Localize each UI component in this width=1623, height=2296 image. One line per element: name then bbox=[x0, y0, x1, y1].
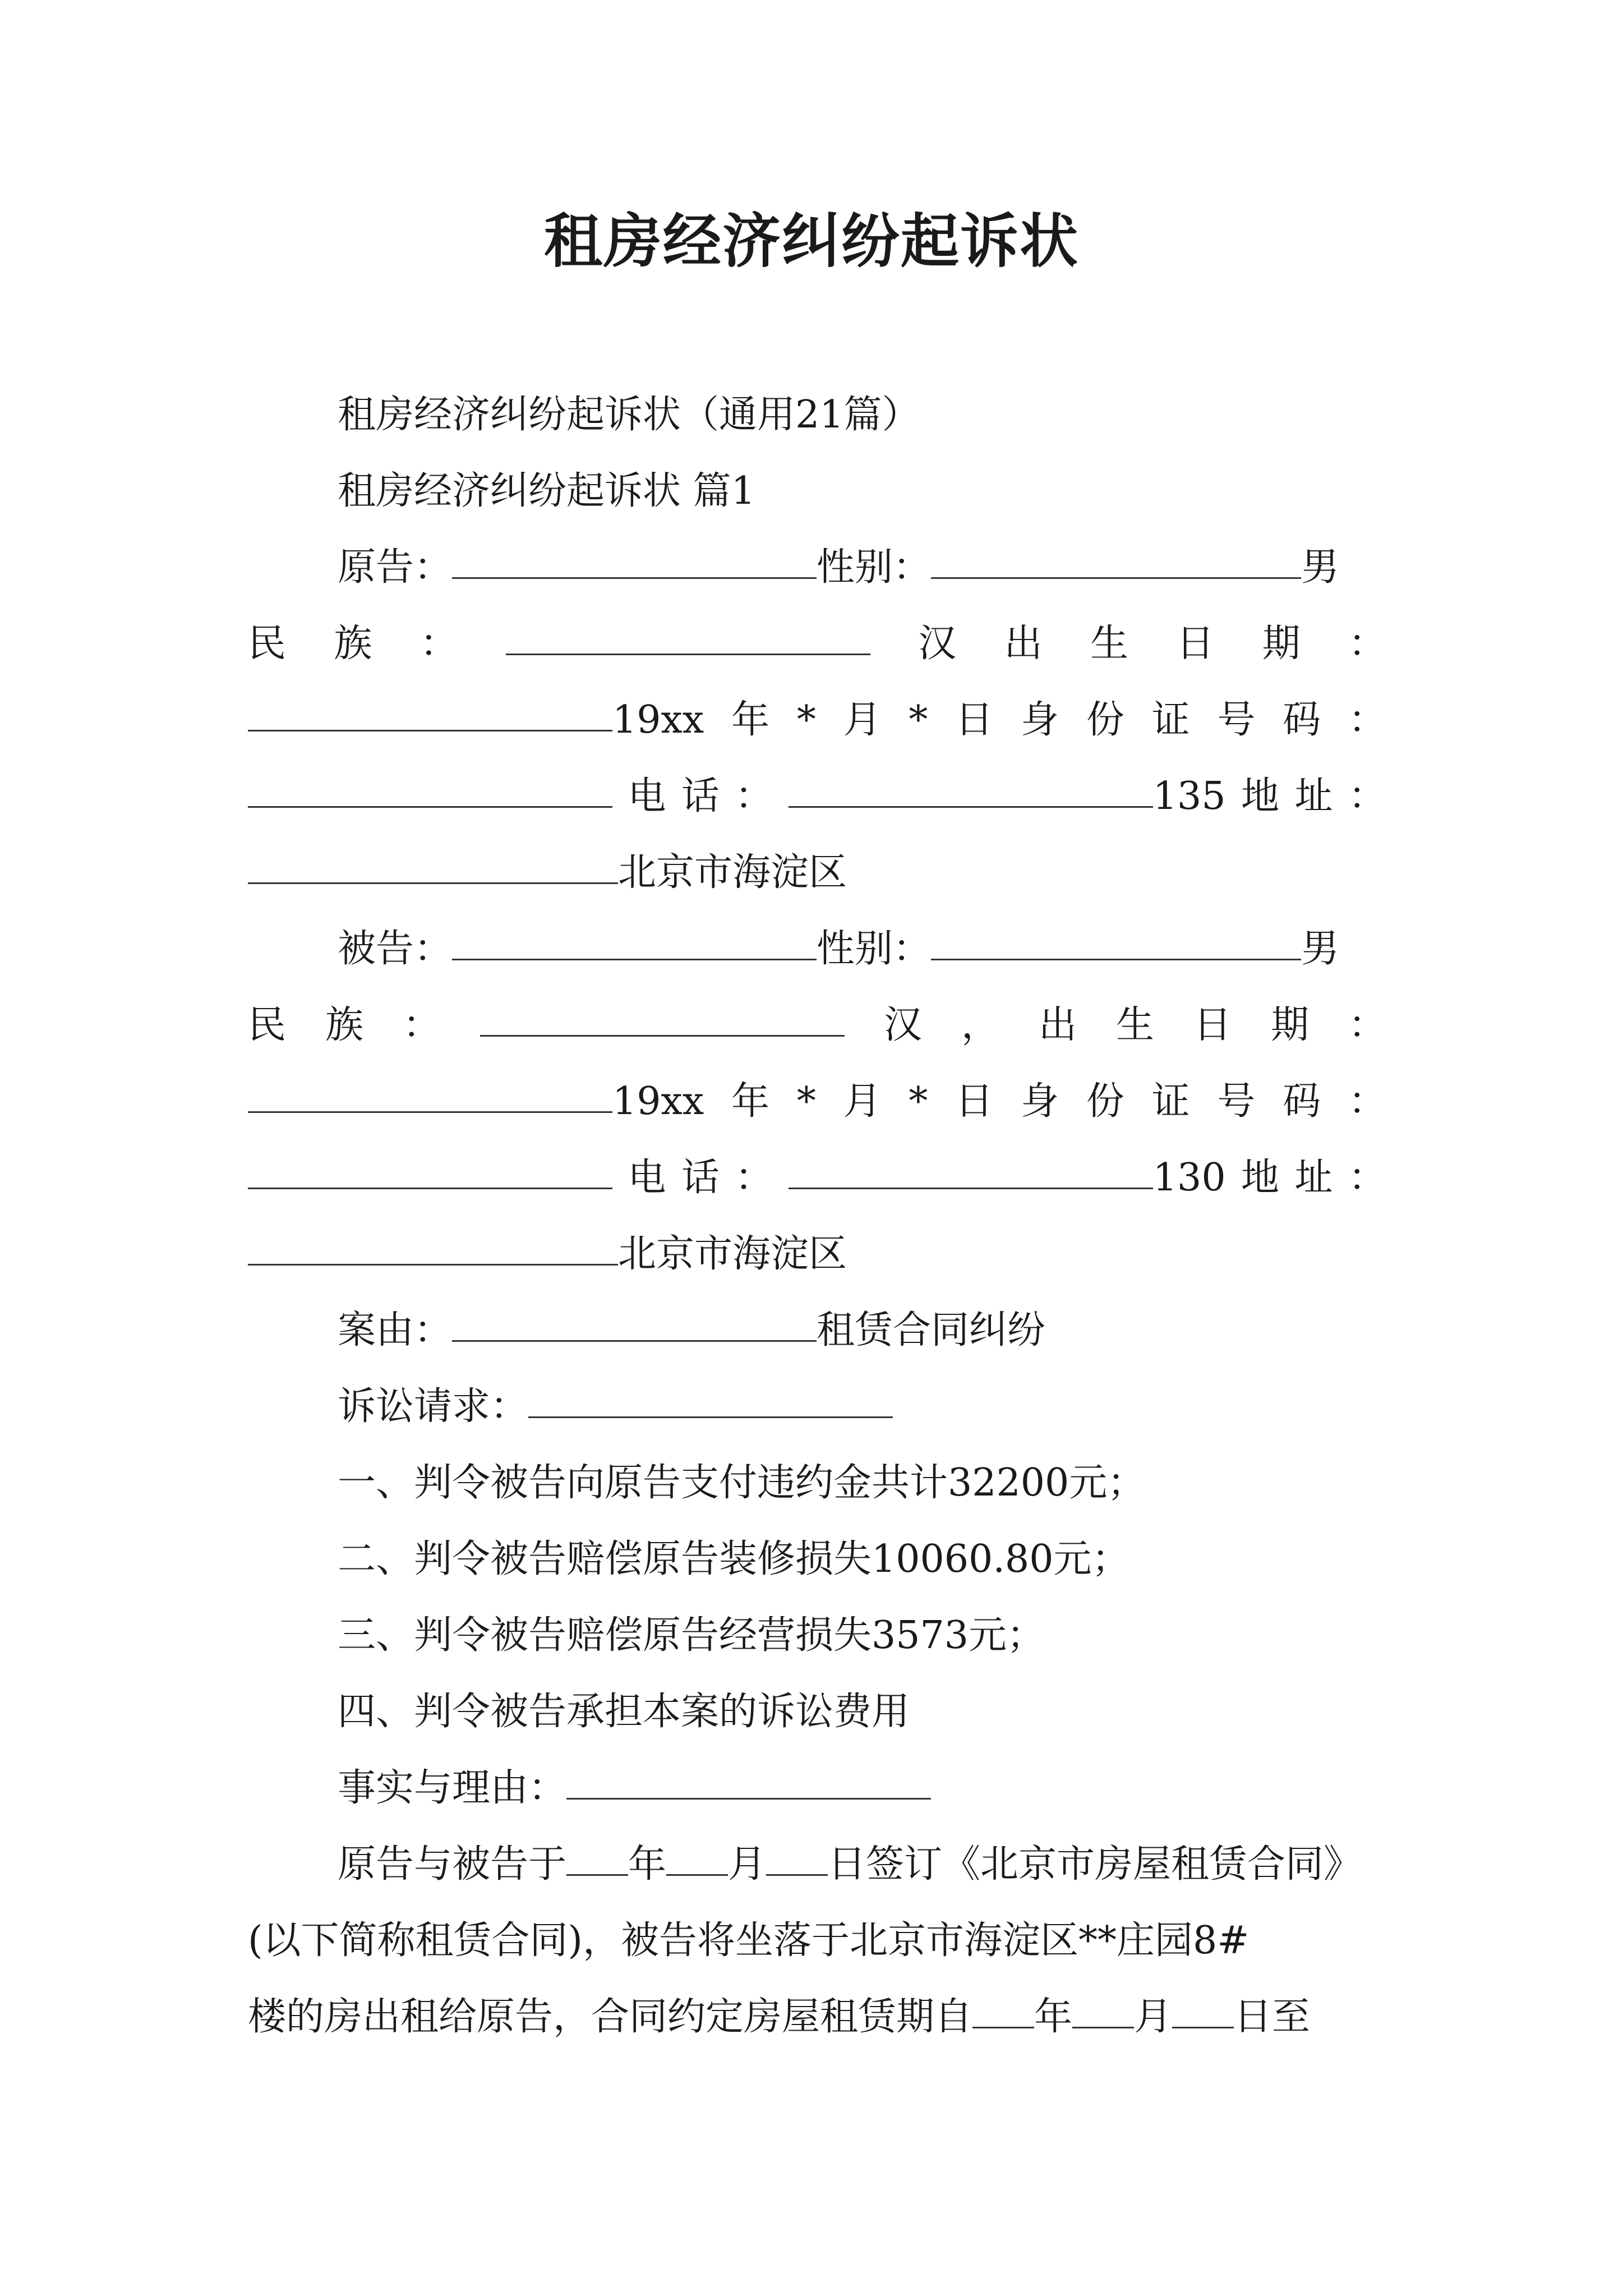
defendant-birth-blank bbox=[248, 1068, 612, 1113]
facts-day: 日签订《北京市房屋租赁合同》 bbox=[828, 1842, 1362, 1887]
facts-blank bbox=[566, 1754, 931, 1800]
month-blank bbox=[666, 1830, 728, 1876]
plaintiff-gender-blank bbox=[931, 533, 1301, 579]
defendant-birth-char: 日 bbox=[955, 1079, 994, 1124]
plaintiff-ethnicity-char: 民 bbox=[248, 622, 287, 666]
defendant-phone-blank bbox=[789, 1144, 1153, 1189]
facts-year: 年 bbox=[1034, 1995, 1073, 2039]
month-blank bbox=[1072, 1983, 1134, 2028]
claim-item-2: 二、判令被告赔偿原告装修损失10060.80元； bbox=[338, 1537, 1130, 1581]
plaintiff-id-blank bbox=[248, 762, 612, 808]
plaintiff-id-char: 号 bbox=[1217, 698, 1256, 742]
plaintiff-birth-char: 日 bbox=[1176, 622, 1215, 666]
plaintiff-phone-blank bbox=[789, 762, 1153, 808]
defendant-birth-char: * bbox=[909, 1079, 928, 1124]
plaintiff-birth-char: * bbox=[909, 698, 928, 742]
defendant-birth-char: 日 bbox=[1193, 1003, 1232, 1047]
plaintiff-ethnicity-value: 汉 bbox=[918, 622, 957, 666]
defendant-name-blank bbox=[452, 915, 817, 960]
plaintiff-birth-char: 年 bbox=[731, 698, 770, 742]
facts-month: 月 bbox=[728, 1842, 767, 1887]
defendant-ethnicity-char: ： bbox=[403, 1003, 441, 1047]
facts-paragraph-line-1 bbox=[338, 1826, 1386, 1903]
plaintiff-name-blank bbox=[452, 533, 817, 579]
plaintiff-birth-char: * bbox=[796, 698, 816, 742]
defendant-birth-char: * bbox=[796, 1079, 816, 1124]
case-blank bbox=[452, 1296, 817, 1342]
defendant-address-char: ： bbox=[1348, 1156, 1386, 1200]
defendant-birth-char: 期 bbox=[1270, 1003, 1309, 1047]
defendant-address-blank bbox=[248, 1220, 618, 1266]
section-heading: 租房经济纠纷起诉状 篇1 bbox=[338, 469, 755, 513]
facts-year: 年 bbox=[628, 1842, 667, 1887]
plaintiff-birth-line bbox=[248, 682, 1386, 758]
plaintiff-address-value: 北京市海淀区 bbox=[618, 850, 847, 895]
case-label: 案由： bbox=[338, 1308, 453, 1352]
defendant-phone-char: 电 bbox=[628, 1156, 666, 1200]
defendant-ethnicity-blank bbox=[480, 991, 845, 1037]
day-blank bbox=[1172, 1983, 1234, 2028]
plaintiff-label: 原告： bbox=[338, 545, 453, 590]
plaintiff-gender-label: 性别： bbox=[817, 545, 932, 590]
plaintiff-phone-line bbox=[248, 758, 1386, 835]
plaintiff-birth-char: ： bbox=[1348, 622, 1386, 666]
defendant-birth-char: 月 bbox=[843, 1079, 882, 1124]
defendant-birth-char: ： bbox=[1348, 1003, 1386, 1047]
defendant-birth-year: 19xx bbox=[612, 1079, 704, 1124]
defendant-gender-label: 性别： bbox=[817, 927, 932, 971]
claim-item-4: 四、判令被告承担本案的诉讼费用 bbox=[338, 1690, 910, 1734]
claims-label-line bbox=[338, 1369, 1386, 1445]
claims-blank bbox=[528, 1373, 893, 1418]
day-blank bbox=[766, 1830, 828, 1876]
defendant-id-char: 码 bbox=[1283, 1079, 1321, 1124]
defendant-address-char: 址 bbox=[1294, 1156, 1333, 1200]
plaintiff-ethnicity-line bbox=[248, 606, 1386, 682]
defendant-gender-blank bbox=[931, 915, 1301, 960]
facts-paragraph-line-3 bbox=[248, 1979, 1386, 2055]
defendant-id-blank bbox=[248, 1144, 612, 1189]
defendant-ethnicity-char: 族 bbox=[325, 1003, 364, 1047]
plaintiff-birth-char: 出 bbox=[1004, 622, 1043, 666]
plaintiff-birth-char: 生 bbox=[1090, 622, 1128, 666]
defendant-ethnicity-line bbox=[248, 987, 1386, 1064]
defendant-address-line bbox=[248, 1216, 1386, 1292]
facts-text: 原告与被告于 bbox=[338, 1842, 567, 1887]
plaintiff-phone-char: 电 bbox=[628, 774, 666, 818]
plaintiff-birth-year: 19xx bbox=[612, 698, 704, 742]
year-blank bbox=[972, 1983, 1034, 2028]
defendant-phone-char: 话 bbox=[681, 1156, 720, 1200]
plaintiff-id-char: 份 bbox=[1086, 698, 1124, 742]
plaintiff-address-char: ： bbox=[1348, 774, 1386, 818]
defendant-gender-value: 男 bbox=[1301, 927, 1340, 971]
plaintiff-ethnicity-blank bbox=[506, 610, 870, 655]
defendant-phone-line bbox=[248, 1140, 1386, 1216]
defendant-ethnicity-value: 汉 bbox=[883, 1003, 922, 1047]
defendant-id-char: 身 bbox=[1020, 1079, 1059, 1124]
plaintiff-address-blank bbox=[248, 839, 618, 884]
plaintiff-address-line bbox=[248, 835, 1386, 911]
defendant-id-char: 证 bbox=[1151, 1079, 1190, 1124]
defendant-phone-value: 130 bbox=[1152, 1156, 1226, 1200]
case-value: 租赁合同纠纷 bbox=[817, 1308, 1046, 1352]
plaintiff-phone-char: ： bbox=[735, 774, 773, 818]
defendant-birth-char: 出 bbox=[1038, 1003, 1077, 1047]
facts-day-to: 日至 bbox=[1234, 1995, 1311, 2039]
plaintiff-id-char: 码 bbox=[1283, 698, 1321, 742]
plaintiff-name-line bbox=[338, 530, 1386, 606]
facts-label: 事实与理由： bbox=[338, 1766, 567, 1810]
plaintiff-ethnicity-char: 族 bbox=[334, 622, 372, 666]
defendant-name-line bbox=[338, 911, 1386, 987]
claim-item-1: 一、判令被告向原告支付违约金共计32200元； bbox=[338, 1461, 1146, 1505]
case-line bbox=[338, 1292, 1386, 1369]
facts-text: 楼的房出租给原告，合同约定房屋租赁期自 bbox=[248, 1995, 973, 2039]
plaintiff-id-char: 证 bbox=[1151, 698, 1190, 742]
defendant-id-char: ： bbox=[1348, 1079, 1386, 1124]
plaintiff-birth-char: 月 bbox=[843, 698, 882, 742]
defendant-comma: ， bbox=[961, 1003, 999, 1047]
defendant-birth-line bbox=[248, 1064, 1386, 1140]
plaintiff-id-char: 身 bbox=[1020, 698, 1059, 742]
year-blank bbox=[566, 1830, 628, 1876]
document-title: 租房经济纠纷起诉状 bbox=[543, 206, 1079, 275]
claim-item-3: 三、判令被告赔偿原告经营损失3573元； bbox=[338, 1613, 1045, 1658]
defendant-id-char: 号 bbox=[1217, 1079, 1256, 1124]
plaintiff-birth-char: 日 bbox=[955, 698, 994, 742]
plaintiff-birth-blank bbox=[248, 686, 612, 731]
plaintiff-address-char: 址 bbox=[1294, 774, 1333, 818]
subtitle: 租房经济纠纷起诉状（通用21篇） bbox=[338, 393, 920, 437]
plaintiff-address-char: 地 bbox=[1241, 774, 1280, 818]
defendant-birth-char: 年 bbox=[731, 1079, 770, 1124]
defendant-ethnicity-char: 民 bbox=[248, 1003, 287, 1047]
facts-label-line bbox=[338, 1750, 1386, 1826]
defendant-address-value: 北京市海淀区 bbox=[618, 1232, 847, 1276]
facts-month: 月 bbox=[1134, 1995, 1173, 2039]
claims-label: 诉讼请求： bbox=[338, 1384, 529, 1429]
plaintiff-gender-value: 男 bbox=[1301, 545, 1340, 590]
plaintiff-phone-value: 135 bbox=[1152, 774, 1226, 818]
defendant-address-char: 地 bbox=[1241, 1156, 1280, 1200]
facts-paragraph-line-2: (以下简称租赁合同)，被告将坐落于北京市海淀区**庄园8# bbox=[248, 1918, 1249, 1963]
defendant-phone-char: ： bbox=[735, 1156, 773, 1200]
plaintiff-phone-char: 话 bbox=[681, 774, 720, 818]
defendant-label: 被告： bbox=[338, 927, 453, 971]
plaintiff-birth-char: 期 bbox=[1262, 622, 1301, 666]
defendant-birth-char: 生 bbox=[1115, 1003, 1154, 1047]
plaintiff-id-char: ： bbox=[1348, 698, 1386, 742]
plaintiff-ethnicity-char: ： bbox=[419, 622, 458, 666]
defendant-id-char: 份 bbox=[1086, 1079, 1124, 1124]
